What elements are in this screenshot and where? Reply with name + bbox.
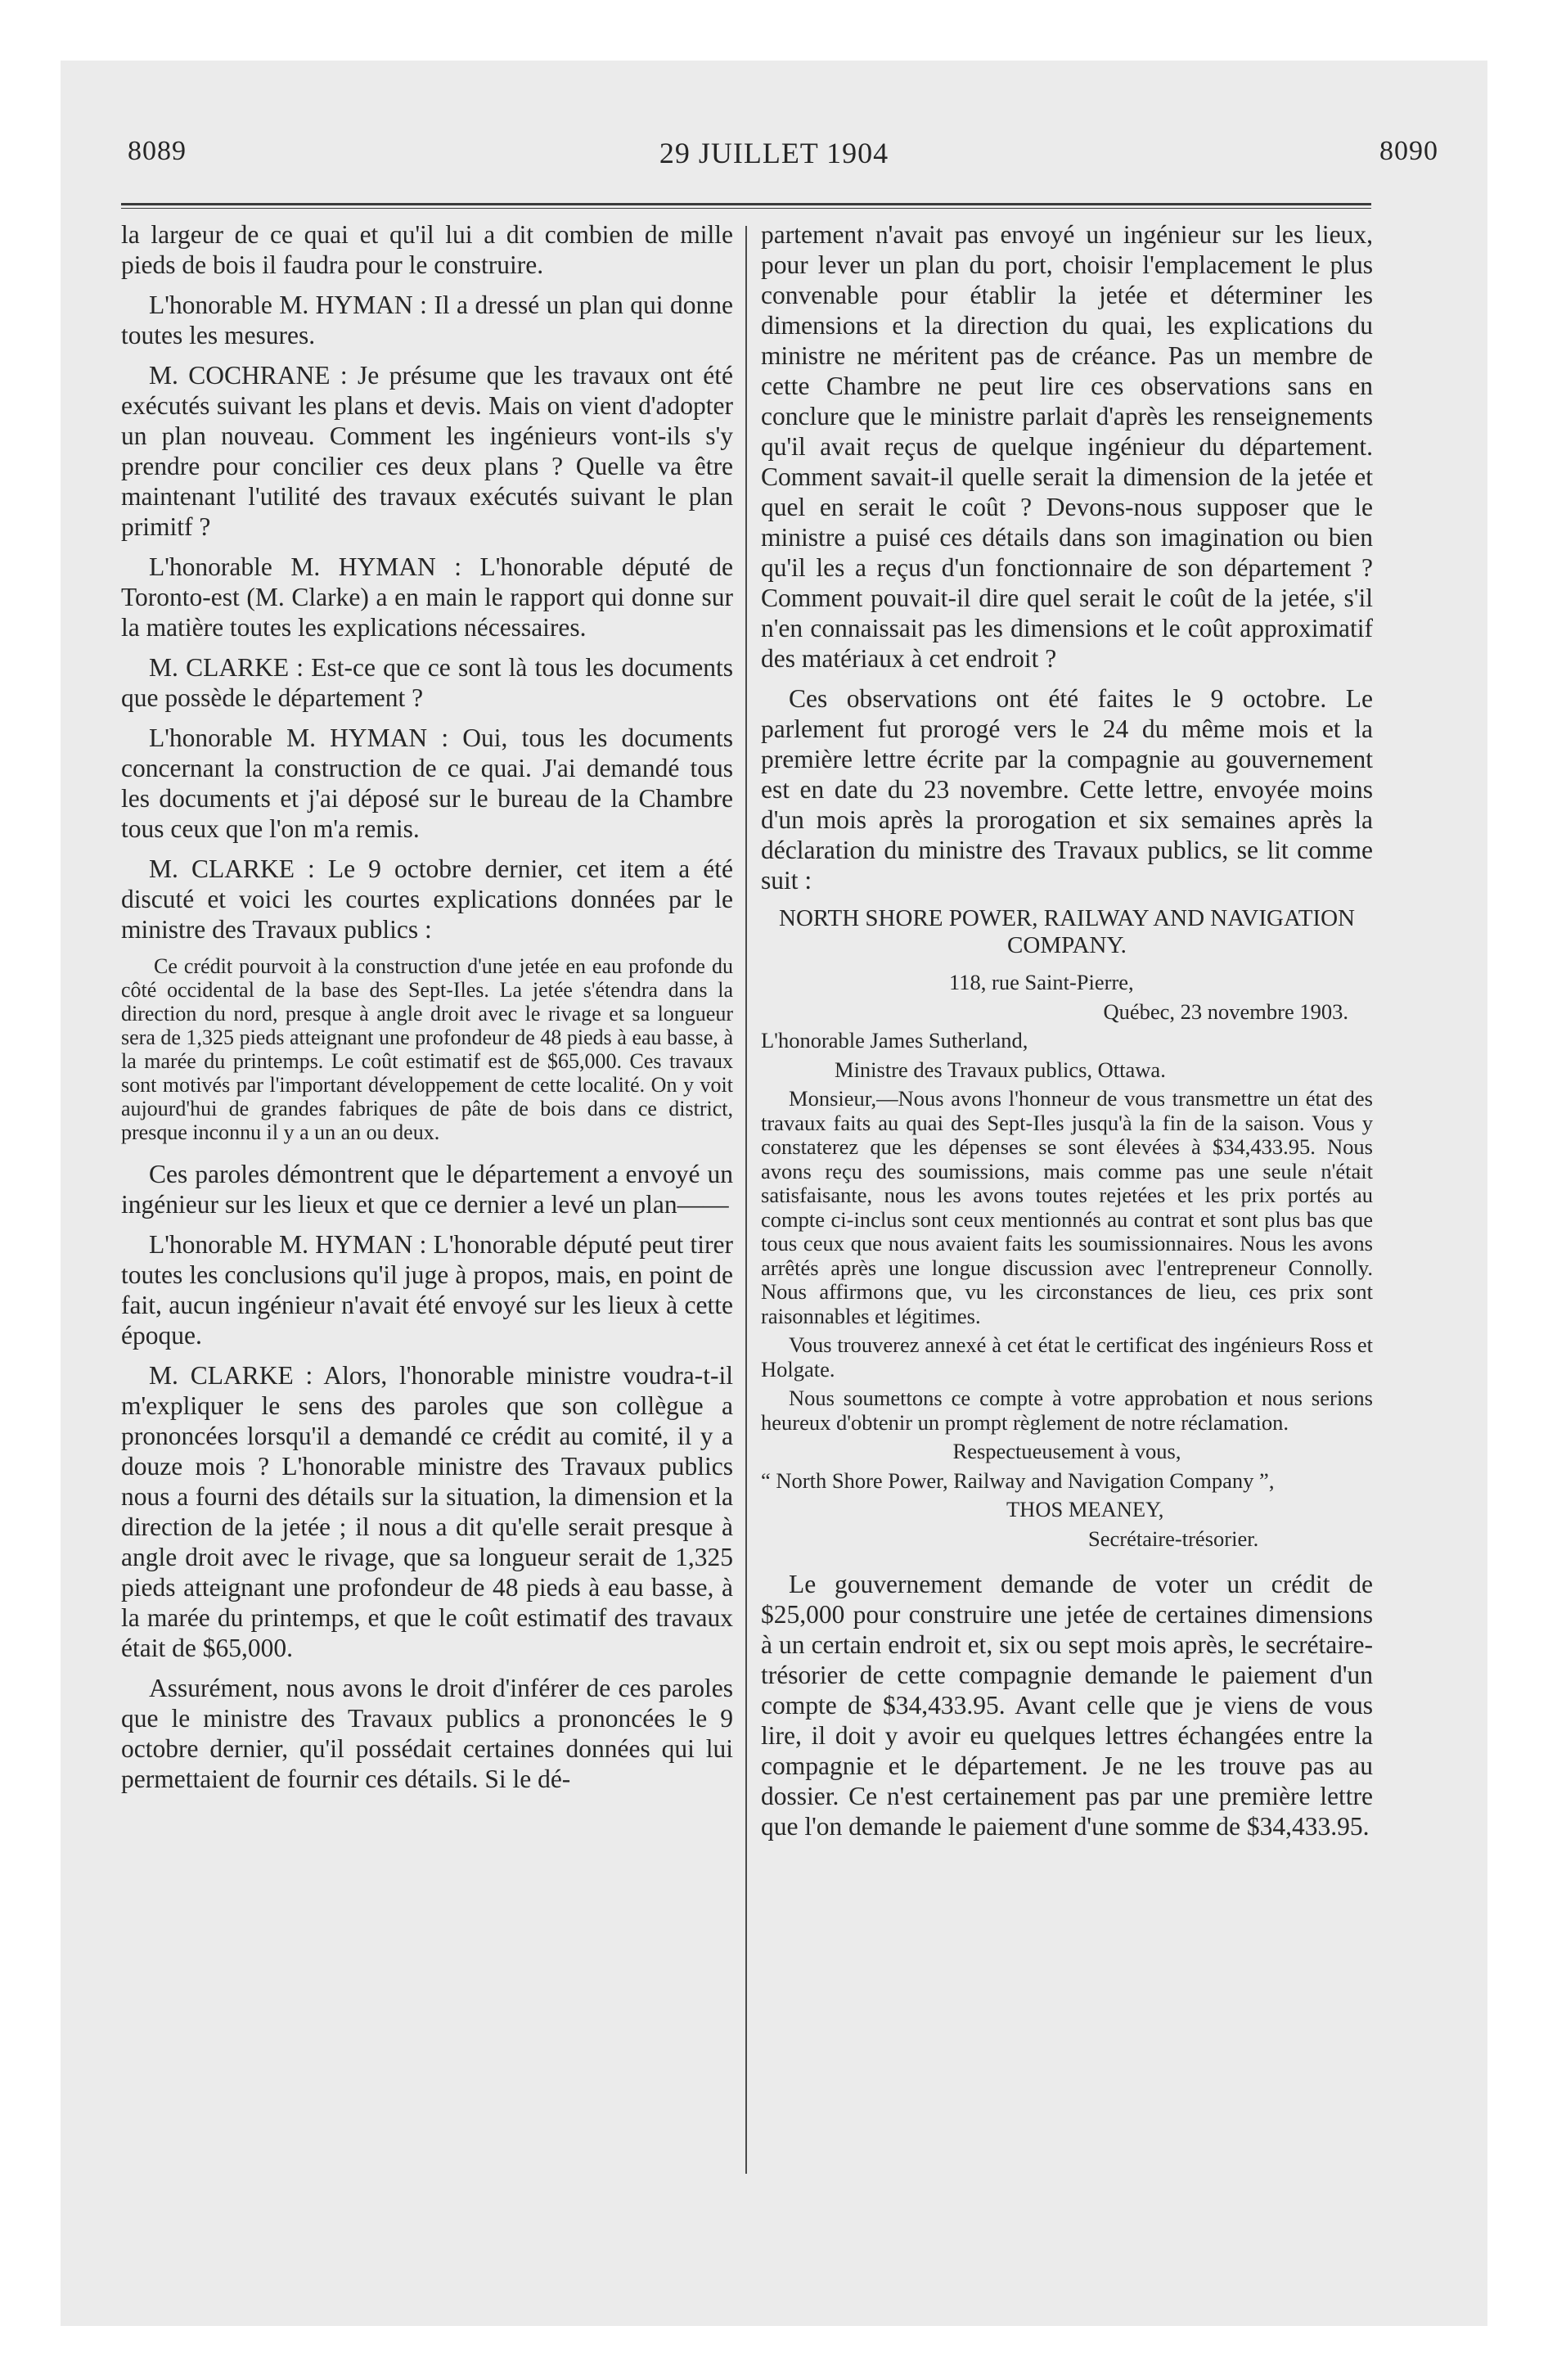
page-number-left: 8089	[128, 136, 187, 166]
letter-body: Monsieur,—Nous avons l'honneur de vous transmettre un état des travaux faits au quai des Sept-Iles jusqu'à la fin de la saison. Vous y constaterez que les dépenses se sont élevées à $34,433.95. Nous avons reçu des soumissions, mais comme pas une seule n'était satisfaisante, nous les avons toutes rejetées et les prix portés au compte ci-inclus sont ceux mentionnés au contrat et sont plus bas que tous ceux que nous avaient faits les soumissionnaires. Nous les avons arrêtés après une longue discussion avec l'entrepreneur Connolly. Nous affirmons que, vu les circonstances de lieu, ces prix sont raisonnables et légitimes.	[761, 1086, 1373, 1328]
letter-recipient-title: Ministre des Travaux publics, Ottawa.	[835, 1057, 1166, 1082]
right-column	[761, 219, 1373, 1851]
letter-date: Québec, 23 novembre 1903.	[1103, 998, 1348, 1024]
paragraph: M. CLARKE : Le 9 octobre dernier, cet item a été discuté et voici les courtes explications données par le ministre des Travaux publics :	[121, 854, 733, 944]
quoted-passage: Ce crédit pourvoit à la construction d'une jetée en eau profonde du côté occidental de la base des Sept-Iles. La jetée s'étendra dans la direction du nord, presque à angle droit avec le rivage et sa longueur sera de 1,325 pieds atteignant une profondeur de 48 pieds à eau basse, à la marée du printemps. Le coût estimatif est de $65,000. Ces travaux sont motivés par l'important développement de cette localité. On y voit aujourd'hui de grandes fabriques de pâte de bois dans ce district, presque inconnu il y a un an ou deux.	[121, 954, 733, 1144]
letter-signature-company: “ North Shore Power, Railway and Navigation Company ”,	[761, 1467, 1275, 1493]
letter-body: Vous trouverez annexé à cet état le certificat des ingénieurs Ross et Holgate.	[761, 1332, 1373, 1382]
column-divider	[745, 226, 747, 2174]
letter-address: 118, rue Saint-Pierre,	[949, 970, 1134, 994]
letter-recipient: L'honorable James Sutherland,	[761, 1028, 1028, 1053]
page-date-title: 29 JUILLET 1904	[659, 137, 889, 169]
paragraph: L'honorable M. HYMAN : Oui, tous les documents concernant la construction de ce quai. J'ai demandé tous les documents et j'ai déposé sur le bureau de la Chambre tous ceux que l'on m'a remis.	[121, 723, 733, 843]
paragraph: la largeur de ce quai et qu'il lui a dit combien de mille pieds de bois il faudra pour le construire.	[121, 220, 733, 279]
letter-company-heading: NORTH SHORE POWER, RAILWAY AND NAVIGATION COMPANY.	[779, 905, 1355, 958]
paragraph: L'honorable M. HYMAN : Il a dressé un plan qui donne toutes les mesures.	[121, 291, 733, 349]
letter-body: Nous soumettons ce compte à votre approbation et nous serions heureux d'obtenir un prompt règlement de notre réclamation.	[761, 1386, 1373, 1435]
letter-closing: Respectueusement à vous,	[952, 1439, 1181, 1463]
paragraph: L'honorable M. HYMAN : L'honorable député de Toronto-est (M. Clarke) a en main le rapport qui donne sur la matière toutes les explications nécessaires.	[121, 552, 733, 642]
page-header	[61, 79, 1487, 169]
paragraph: Ces observations ont été faites le 9 octobre. Le parlement fut prorogé vers le 24 du même mois et la première lettre écrite par la compagnie au gouvernement est en date du 23 novembre. Cette lettre, envoyée moins d'un mois après la prorogation et six semaines après la déclaration du ministre des Travaux publics, se lit comme suit :	[761, 684, 1373, 895]
paragraph: Le gouvernement demande de voter un crédit de $25,000 pour construire une jetée de certaines dimensions à un certain endroit et, six ou sept mois après, le secrétaire-trésorier de cette compagnie demande le paiement d'un compte de $34,433.95. Avant celle que je viens de vous lire, il doit y avoir eu quelques lettres échangées entre la compagnie et le département. Je ne les trouve pas au dossier. Ce n'est certainement pas par une première lettre que l'on demande le paiement d'une somme de $34,433.95.	[761, 1570, 1373, 1841]
paragraph: partement n'avait pas envoyé un ingénieur sur les lieux, pour lever un plan du port, choisir l'emplacement le plus convenable pour établir la jetée et déterminer les dimensions et la direction du quai, les explications du ministre ne méritent pas de créance. Pas un membre de cette Chambre ne peut lire ces observations sans en conclure que le ministre parlait d'après les renseignements qu'il avait reçus de quelque ingénieur du département. Comment savait-il quelle serait la dimension de la jetée et quel en serait le coût ? Devons-nous supposer que le ministre a puisé ces détails dans son imagination ou bien qu'il les a reçus d'un fonctionnaire de son département ? Comment pouvait-il dire quel serait le coût de la jetée, s'il n'en connaissait pas les dimensions et le coût approximatif des matériaux à cet endroit ?	[761, 220, 1373, 673]
paragraph: M. COCHRANE : Je présume que les travaux ont été exécutés suivant les plans et devis. Mais on vient d'adopter un plan nouveau. Comment les ingénieurs vont-ils s'y prendre pour concilier ces deux plans ? Quelle va être maintenant l'utilité des travaux exécutés suivant le plan primitf ?	[121, 361, 733, 541]
header-rule	[121, 203, 1371, 209]
paragraph: L'honorable M. HYMAN : L'honorable député peut tirer toutes les conclusions qu'il juge à propos, mais, en point de fait, aucun ingénieur n'avait été envoyé sur les lieux à cette époque.	[121, 1230, 733, 1350]
letter-signature-title: Secrétaire-trésorier.	[1088, 1526, 1259, 1551]
paragraph: M. CLARKE : Est-ce que ce sont là tous les documents que possède le département ?	[121, 653, 733, 712]
paragraph: Assurément, nous avons le droit d'inférer de ces paroles que le ministre des Travaux publics a prononcées le 9 octobre dernier, qu'il possédait certaines données qui lui permettaient de fournir ces détails. Si le dé-	[121, 1674, 733, 1793]
letter-signature-name: THOS MEANEY,	[1006, 1497, 1164, 1521]
paragraph: Ces paroles démontrent que le département a envoyé un ingénieur sur les lieux et que ce dernier a levé un plan——	[121, 1160, 733, 1219]
left-column	[121, 219, 733, 1804]
paragraph: M. CLARKE : Alors, l'honorable ministre voudra-t-il m'expliquer le sens des paroles que son collègue a prononcées lorsqu'il a demandé ce crédit au comité, il y a douze mois ? L'honorable ministre des Travaux publics nous a fourni des détails sur la situation, la dimension et la direction de la jetée ; il nous a dit qu'elle serait presque à angle droit avec le rivage, que sa longueur serait de 1,325 pieds atteignant une profondeur de 48 pieds à eau basse, à la marée du printemps, et que le coût estimatif des travaux était de $65,000.	[121, 1361, 733, 1662]
page-number-right: 8090	[1379, 136, 1438, 166]
